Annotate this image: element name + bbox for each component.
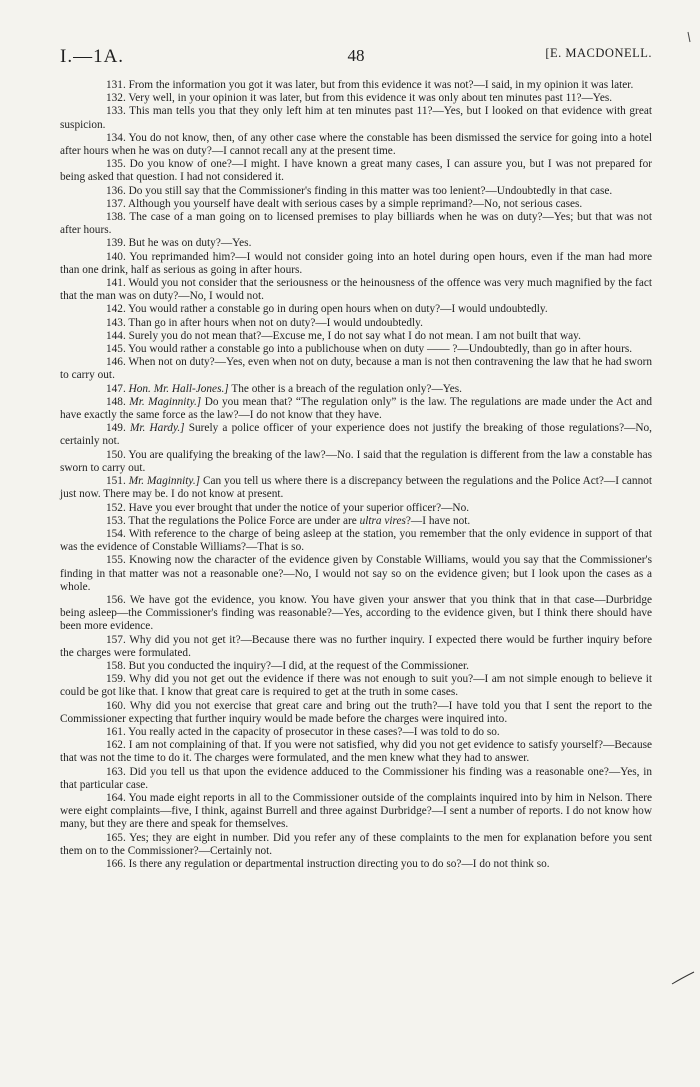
paragraph: 134. You do not know, then, of any other case where the constable has been dismissed the service for going into a hotel after hours when he was on duty?—I cannot recall any at the present time. [60, 131, 652, 158]
speaker-name: 151. Mr. Maginnity.] [106, 475, 201, 488]
speaker-name: 148. Mr. Maginnity.] [106, 395, 202, 408]
paragraph: 132. Very well, in your opinion it was later, but from this evidence it was only about ten minutes past 11?—Yes. [106, 92, 613, 105]
paragraph: 131. From the information you got it was later, but from this evidence it was not?—I said, in my opinion it was later. [106, 79, 634, 91]
paragraph: 135. Do you know of one?—I might. I have known a great many cases, I can assure you, but I was not prepared for being asked that question. I had not considered it. [60, 158, 652, 184]
margin-tick-mark [670, 28, 696, 48]
margin-pencil-mark [670, 968, 696, 988]
paragraph: 160. Why did you not exercise that great care and bring out the truth?—I have told you that I sent the report to the Commissioner expecting that further inquiry would be made before the charges were inquired into. [60, 699, 652, 725]
testimony-body [60, 79, 652, 871]
witness-name: [E. MACDONELL. [545, 46, 652, 60]
paragraph: 139. But he was on duty?—Yes. [106, 237, 252, 250]
speaker-name: 147. Hon. Mr. Hall-Jones.] [106, 382, 229, 395]
paragraph: 148. Mr. Maginnity.] Do you mean that? “The regulation only” is the law. The regulations are made under the Act and have exactly the same force as the law?—I do not know that they have. [60, 395, 652, 422]
paragraph: 143. Than go in after hours when not on duty?—I would undoubtedly. [106, 316, 423, 329]
paragraph: 136. Do you still say that the Commissioner's finding in this matter was too lenient?—Undoubtedly in that case. [106, 184, 613, 197]
paragraph: 155. Knowing now the character of the evidence given by Constable Williams, would you say that the Commissioner's finding in that matter was not a reasonable one?—No, I would not say so on the evidence given; but I look upon the cases as a whole. [60, 554, 652, 593]
paragraph: 165. Yes; they are eight in number. Did you refer any of these complaints to the men for explanation before you sent them on to the Commissioner?—Certainly not. [60, 831, 652, 857]
page-number: 48 [347, 46, 365, 65]
paragraph: 156. We have got the evidence, you know. You have given your answer that you think that in that case—Durbridge being asleep—the Commissioner's finding was reasonable?—Yes, according to the evidence given, but I think there should have been more evidence. [60, 593, 652, 633]
paragraph: 137. Although you yourself have dealt with serious cases by a simple reprimand?—No, not serious cases. [106, 197, 583, 210]
page-header [60, 46, 652, 68]
paragraph: 140. You reprimanded him?—I would not consider going into an hotel during open hours, even if the man had more than one drink, half as serious as going in after hours. [60, 250, 652, 276]
paragraph: 141. Would you not consider that the seriousness or the heinousness of the offence was very much magnified by the fact that the man was on duty?—No, I would not. [60, 277, 652, 303]
paragraph: 162. I am not complaining of that. If you were not satisfied, why did you not get evidence to satisfy yourself?—Because that was not the time to do it. The charges were formulated, and the men knew what they had to answer. [60, 739, 652, 765]
paragraph: 163. Did you tell us that upon the evidence adduced to the Commissioner his finding was a reasonable one?—Yes, in that particular case. [60, 765, 652, 791]
paper-reference: I.—1A. [60, 46, 125, 67]
latin-phrase: ultra vires [359, 514, 406, 527]
paragraph: 159. Why did you not get out the evidence if there was not enough to suit you?—I am not simple enough to believe it could be got like that. I know that great care is required to get at the truth in some cases. [60, 673, 652, 699]
paragraph: 138. The case of a man going on to licensed premises to play billiards when he was on duty?—Yes; but that was not after hours. [60, 211, 652, 237]
paragraph: 149. Mr. Hardy.] Surely a police officer of your experience does not justify the breaking of those regulations?—No, certainly not. [60, 422, 653, 448]
paragraph: 166. Is there any regulation or departmental instruction directing you to do so?—I do not think so. [106, 857, 550, 870]
paragraph: 133. This man tells you that they only left him at ten minutes past 11?—Yes, but I looked on that evidence with great suspicion. [60, 105, 652, 131]
paragraph: 144. Surely you do not mean that?—Excuse me, I do not say what I do not mean. I am not built that way. [106, 329, 581, 342]
paragraph: 157. Why did you not get it?—Because there was no further inquiry. I expected there would be further inquiry before the charges were formulated. [60, 633, 652, 659]
paragraph: 150. You are qualifying the breaking of the law?—No. I said that the regulation is different from the law a constable has sworn to carry out. [60, 448, 652, 474]
paragraph: 147. Hon. Mr. Hall-Jones.] The other is a breach of the regulation only?—Yes. [106, 382, 463, 395]
speaker-name: 149. Mr. Hardy.] [106, 422, 185, 435]
paragraph: 146. When not on duty?—Yes, even when not on duty, because a man is not then contravening the law that he had sworn to carry out. [60, 356, 653, 382]
paragraph: 154. With reference to the charge of being asleep at the station, you remember that the only evidence in support of that was the evidence of Constable Williams?—That is so. [60, 527, 652, 554]
paragraph: 153. That the regulations the Police Force are under are ultra vires?—I have not. [106, 514, 471, 527]
paragraph: 145. You would rather a constable go into a publichouse when on duty —— ?—Undoubtedly, than go in after hours. [106, 343, 633, 356]
paragraph: 152. Have you ever brought that under the notice of your superior officer?—No. [106, 501, 470, 514]
paragraph: 142. You would rather a constable go in during open hours when on duty?—I would undoubtedly. [106, 303, 548, 316]
paragraph: 151. Mr. Maginnity.] Can you tell us where there is a discrepancy between the regulations and the Police Act?—I cannot just now. There may be. I do not know at present. [60, 475, 653, 501]
paragraph: 164. You made eight reports in all to the Commissioner outside of the complaints inquired into by him in Nelson. There were eight complaints—five, I think, against Burrell and three against Durbridge?—I sent a number of reports. I do not know how many, but they are there and speak for themselves. [60, 791, 652, 831]
paragraph: 158. But you conducted the inquiry?—I did, at the request of the Commissioner. [106, 659, 470, 672]
paragraph: 161. You really acted in the capacity of prosecutor in these cases?—I was told to do so. [106, 725, 500, 738]
